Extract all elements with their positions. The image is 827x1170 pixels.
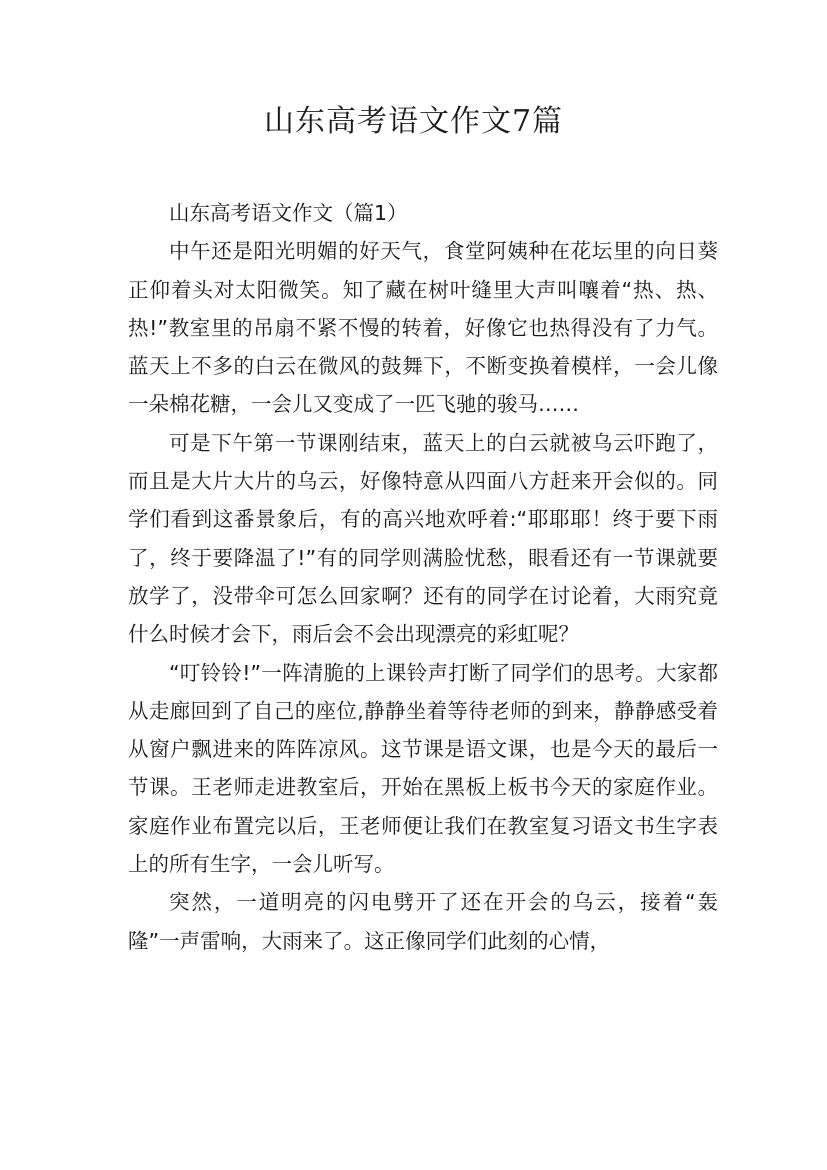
paragraph-1: 中午还是阳光明媚的好天气，食堂阿姨种在花坛里的向日葵正仰着头对太阳微笑。知了藏在树叶缝里大声叫嚷着“热、热、热!”教室里的吊扇不紧不慢的转着，好像它也热得没有了力气。蓝天上不多的白云在微风的鼓舞下，不断变换着模样，一会儿像一朵棉花糖，一会儿又变成了一匹飞驰的骏马…… xyxy=(128,239,718,417)
paragraph-2: 可是下午第一节课刚结束，蓝天上的白云就被乌云吓跑了，而且是大片大片的乌云，好像特意从四面八方赶来开会似的。同学们看到这番景象后，有的高兴地欢呼着:“耶耶耶！终于要下雨了，终于要降温了!”有的同学则满脸忧愁，眼看还有一节课就要放学了，没带伞可怎么回家啊？还有的同学在讨论着，大雨究竟什么时候才会下，雨后会不会出现漂亮的彩虹呢？ xyxy=(128,430,718,647)
section-heading: 山东高考语文作文（篇1） xyxy=(169,201,408,225)
document-body xyxy=(128,194,718,960)
document-title: 山东高考语文作文7篇 xyxy=(263,104,564,139)
paragraph-4: 突然，一道明亮的闪电劈开了还在开会的乌云，接着“轰隆”一声雷响，大雨来了。这正像同学们此刻的心情， xyxy=(128,890,718,953)
paragraph-3: “叮铃铃!”一阵清脆的上课铃声打断了同学们的思考。大家都从走廊回到了自己的座位,静静坐着等待老师的到来，静静感受着从窗户飘进来的阵阵凉风。这节课是语文课，也是今天的最后一节课。王老师走进教室后，开始在黑板上板书今天的家庭作业。家庭作业布置完以后，王老师便让我们在教室复习语文书生字表上的所有生字，一会儿听写。 xyxy=(128,660,718,877)
